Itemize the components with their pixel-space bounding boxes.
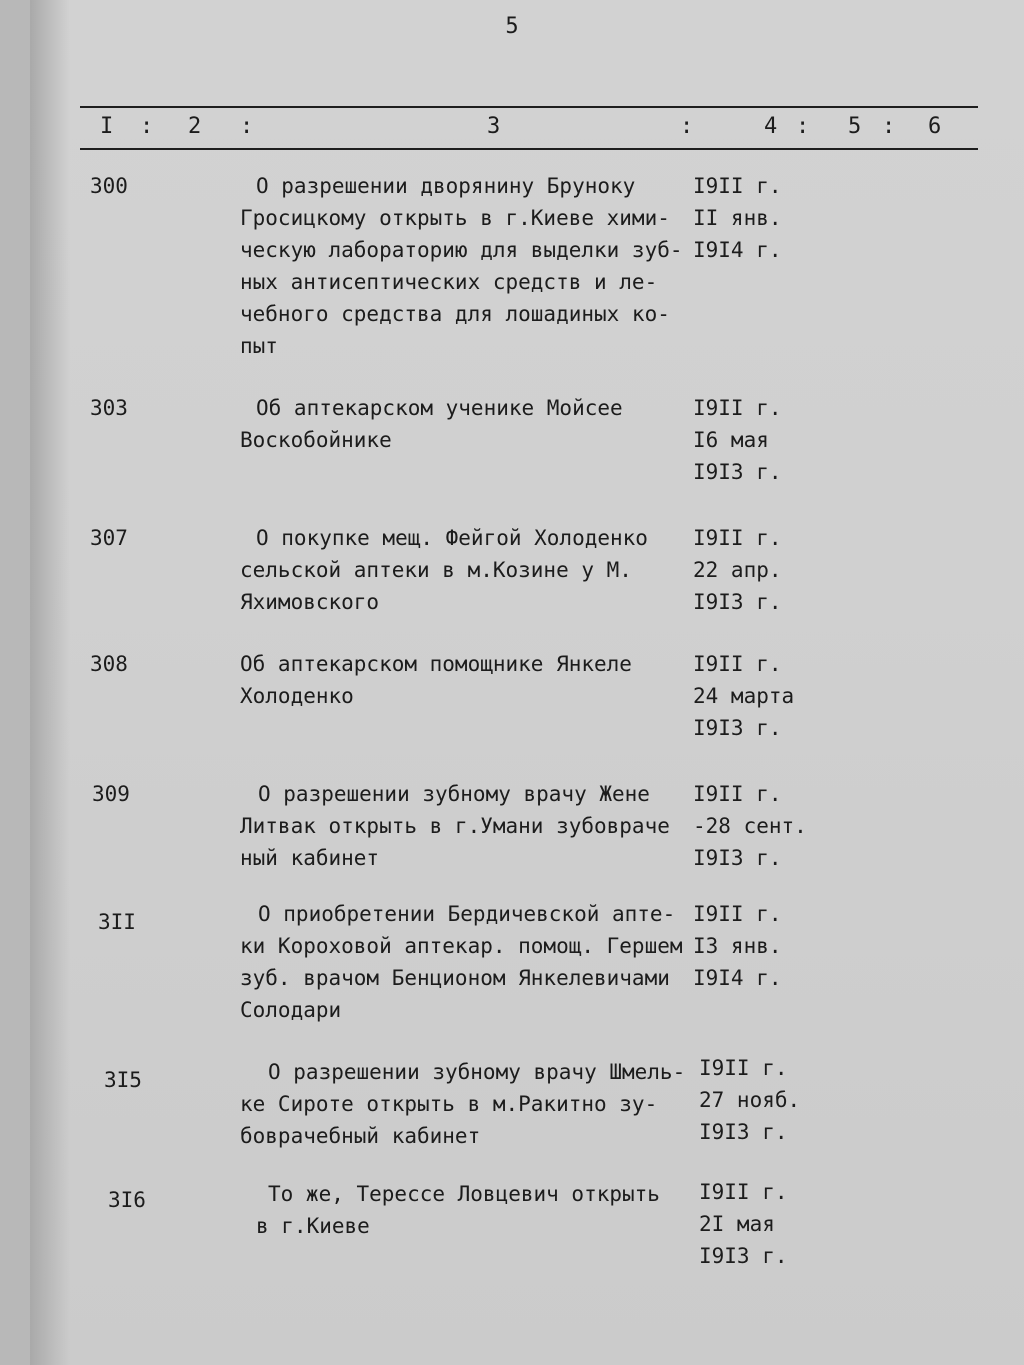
description-line: То же, Терессе Ловцевич открыть <box>268 1182 660 1206</box>
date-start: I9II г. <box>693 652 782 676</box>
description-line: Гросицкому открыть в г.Киеве хими- <box>240 206 670 230</box>
description-line: зуб. врачом Бенционом Янкелевичами <box>240 966 670 990</box>
description-line: О разрешении зубному врачу Шмель- <box>268 1060 686 1084</box>
entry-number: 307 <box>90 526 128 550</box>
column-header-4: 4 <box>764 114 778 139</box>
header-rule-top <box>80 106 978 108</box>
description-line: Солодари <box>240 998 342 1022</box>
date-start: I9II г. <box>693 526 782 550</box>
description-line: боврачебный кабинет <box>240 1124 481 1148</box>
header-rule-bottom <box>80 148 978 150</box>
column-header-2: 2 <box>188 114 202 139</box>
date-end: I9I3 г. <box>693 590 782 614</box>
entry-number: 309 <box>92 782 130 806</box>
description-line: Литвак открыть в г.Умани зубовраче <box>240 814 670 838</box>
date-end: I9I4 г. <box>693 966 782 990</box>
date-mid: 24 марта <box>693 684 795 708</box>
description-line: О покупке мещ. Фейгой Холоденко <box>256 526 648 550</box>
date-end: I9I3 г. <box>693 846 782 870</box>
entry-dates <box>693 1176 788 1272</box>
entry-description <box>240 648 700 712</box>
date-mid: I3 янв. <box>693 934 782 958</box>
date-start: I9II г. <box>693 396 782 420</box>
date-start: I9II г. <box>699 1180 788 1204</box>
column-header-5: 5 <box>848 114 862 139</box>
column-separator: : <box>240 114 254 139</box>
page-edge-shadow <box>30 0 70 1365</box>
date-start: I9II г. <box>693 782 782 806</box>
column-header-1: I <box>100 114 114 139</box>
entry-dates <box>693 1052 800 1148</box>
column-header-6: 6 <box>928 114 942 139</box>
column-separator: : <box>796 114 810 139</box>
description-line: ке Сироте открыть в м.Ракитно зу- <box>240 1092 658 1116</box>
description-line: О разрешении дворянину Бруноку <box>256 174 636 198</box>
entry-number: 308 <box>90 652 128 676</box>
entry-number: 3I5 <box>104 1068 142 1092</box>
description-line: Воскобойнике <box>240 428 392 452</box>
description-line: ческую лабораторию для выделки зуб- <box>240 238 683 262</box>
date-start: I9II г. <box>693 902 782 926</box>
date-end: I9I3 г. <box>699 1120 788 1144</box>
entry-description <box>240 1056 700 1152</box>
date-mid: I6 мая <box>693 428 769 452</box>
entry-description <box>240 522 700 618</box>
column-separator: : <box>140 114 154 139</box>
date-mid: 27 нояб. <box>699 1088 801 1112</box>
column-separator: : <box>680 114 694 139</box>
entry-description <box>240 778 700 874</box>
entry-dates <box>693 778 807 874</box>
description-line: ных антисептических средств и ле- <box>240 270 658 294</box>
date-end: I9I4 г. <box>693 238 782 262</box>
description-line: Яхимовского <box>240 590 380 614</box>
date-mid: 2I мая <box>699 1212 775 1236</box>
entry-number: 3I6 <box>108 1188 146 1212</box>
column-header-3: 3 <box>487 114 501 139</box>
date-mid: 22 апр. <box>693 558 782 582</box>
description-line: О приобретении Бердичевской апте- <box>258 902 676 926</box>
entry-number: 303 <box>90 396 128 420</box>
date-mid: II янв. <box>693 206 782 230</box>
entry-dates <box>693 898 782 994</box>
date-end: I9I3 г. <box>693 716 782 740</box>
entry-description <box>240 1178 700 1242</box>
entry-description <box>240 170 700 362</box>
description-line: пыт <box>240 334 278 358</box>
description-line: сельской аптеки в м.Козине у М. <box>240 558 632 582</box>
description-line: ки Короховой аптекар. помощ. Гершем <box>240 934 683 958</box>
entry-dates <box>693 648 794 744</box>
description-line: в г.Киеве <box>256 1214 370 1238</box>
date-mid: -28 сент. <box>693 814 807 838</box>
description-line: Холоденко <box>240 684 354 708</box>
entry-number: 3II <box>98 910 136 934</box>
entry-description <box>240 898 700 1026</box>
entry-dates <box>693 170 782 266</box>
date-start: I9II г. <box>693 174 782 198</box>
description-line: Об аптекарском ученике Мойсее <box>256 396 623 420</box>
date-end: I9I3 г. <box>693 460 782 484</box>
description-line: чебного средства для лошадиных ко- <box>240 302 670 326</box>
entry-number: 300 <box>90 174 128 198</box>
description-line: О разрешении зубному врачу Жене <box>258 782 650 806</box>
date-start: I9II г. <box>699 1056 788 1080</box>
page-number: 5 <box>505 14 519 39</box>
description-line: ный кабинет <box>240 846 380 870</box>
date-end: I9I3 г. <box>699 1244 788 1268</box>
column-separator: : <box>882 114 896 139</box>
entry-dates <box>693 522 782 618</box>
entry-description <box>240 392 700 456</box>
entry-dates <box>693 392 782 488</box>
description-line: Об аптекарском помощнике Янкеле <box>240 652 632 676</box>
